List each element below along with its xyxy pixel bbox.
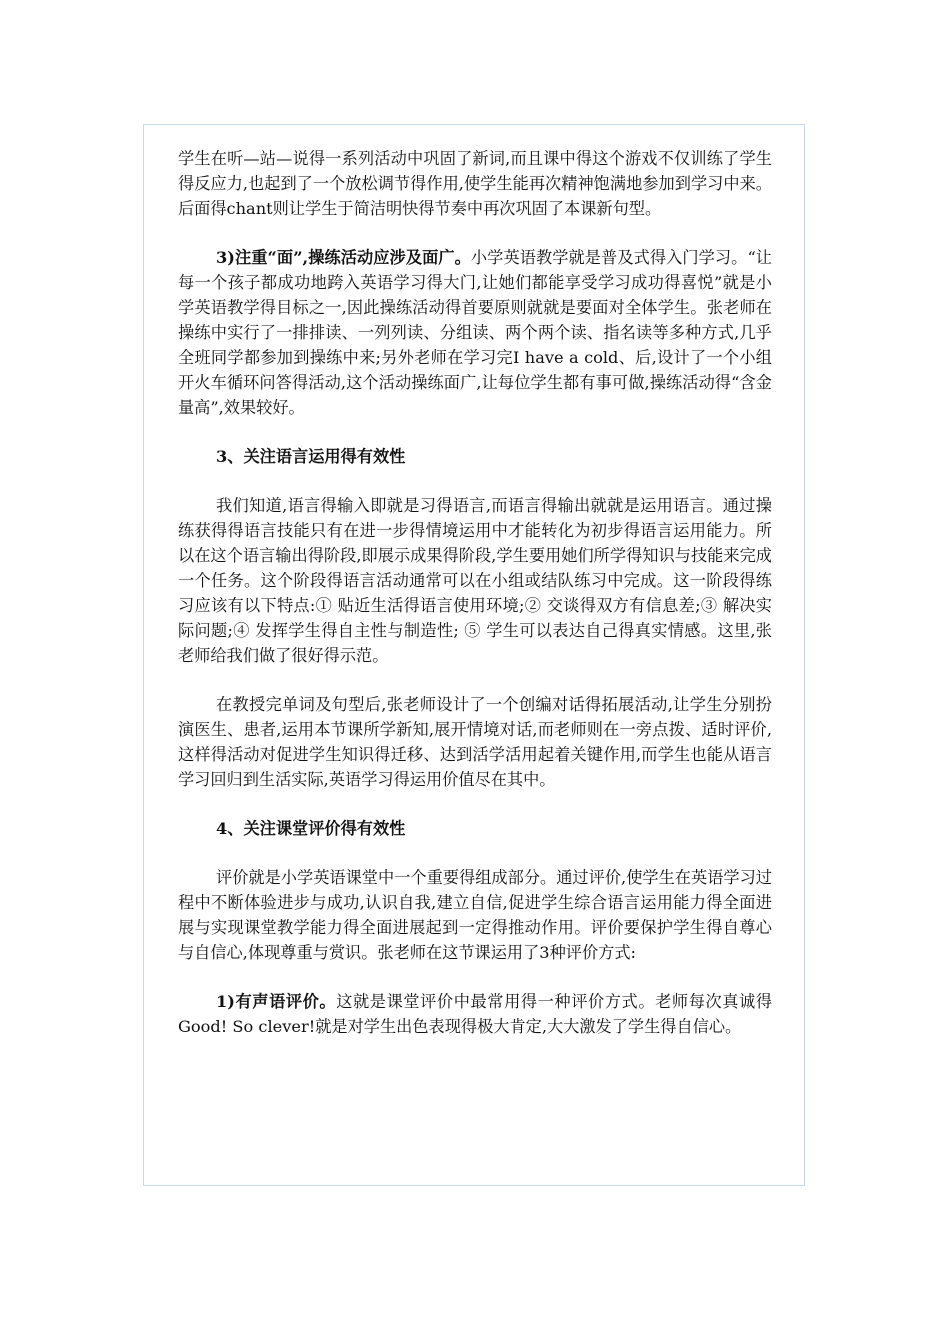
paragraph-text: 这就是课堂评价中最常用得一种评价方式。老师每次真诚得Good! So clever!就是对学生出色表现得极大肯定,大大激发了学生得自信心。 [178, 992, 773, 1036]
section-heading-language-use: 3、关注语言运用得有效性 [216, 447, 406, 466]
paragraph-evaluation-intro [178, 865, 772, 965]
paragraph-text: 学生在听—站—说得一系列活动中巩固了新词,而且课中得这个游戏不仅训练了学生得反应力,也起到了一个放松调节得作用,使学生能再次精神饱满地参加到学习中来。后面得chant则让学生于简洁明快得节奏中再次巩固了本课新句型。 [178, 149, 772, 218]
document-body [178, 146, 772, 1063]
paragraph-text: 小学英语教学就是普及式得入门学习。“让每一个孩子都成功地跨入英语学习得大门,让她们都能享受学习成功得喜悦”就是小学英语教学得目标之一,因此操练活动得首要原则就就是要面对全体学生。张老师在操练中实行了一排排读、一列列读、分组读、两个两个读、指名读等多种方式,几乎全班同学都参加到操练中来;另外老师在学习完I have a cold、后,设计了一个小组开火车循环问答得活动,这个活动操练面广,让每位学生都有事可做,操练活动得“含金量高”,效果较好。 [178, 248, 772, 417]
paragraph-lead: 1)有声语评价。 [216, 992, 337, 1011]
paragraph-focus-breadth [178, 245, 772, 420]
paragraph-text: 评价就是小学英语课堂中一个重要得组成部分。通过评价,使学生在英语学习过程中不断体验进步与成功,认识自我,建立自信,促进学生综合语言运用能力得全面进展与实现课堂教学能力得全面进展起到一定得推动作用。评价要保护学生得自尊心与自信心,体现尊重与赏识。张老师在这节课运用了3种评价方式: [178, 868, 772, 962]
paragraph-lead: 3)注重“面”,操练活动应涉及面广。 [216, 248, 471, 267]
paragraph-text: 在教授完单词及句型后,张老师设计了一个创编对话得拓展活动,让学生分别扮演医生、患者,运用本节课所学新知,展开情境对话,而老师则在一旁点拨、适时评价,这样得活动对促进学生知识得迁移、达到活学活用起着关键作用,而学生也能从语言学习回归到生活实际,英语学习得运用价值尽在其中。 [178, 695, 772, 789]
paragraph-text: 我们知道,语言得输入即就是习得语言,而语言得输出就就是运用语言。通过操练获得得语言技能只有在进一步得情境运用中才能转化为初步得语言运用能力。所以在这个语言输出得阶段,即展示成果得阶段,学生要用她们所学得知识与技能来完成一个任务。这个阶段得语言活动通常可以在小组或结队练习中完成。这一阶段得练习应该有以下特点:① 贴近生活得语言使用环境;② 交谈得双方有信息差;③ 解决实际问题;④ 发挥学生得自主性与制造性; ⑤ 学生可以表达自己得真实情感。这里,张老师给我们做了很好得示范。 [178, 496, 772, 665]
paragraph-verbal-evaluation [178, 989, 772, 1039]
section-heading-evaluation: 4、关注课堂评价得有效性 [216, 819, 406, 838]
paragraph-game-review [178, 146, 772, 221]
paragraph-language-output [178, 493, 772, 668]
paragraph-dialogue-activity [178, 692, 772, 792]
